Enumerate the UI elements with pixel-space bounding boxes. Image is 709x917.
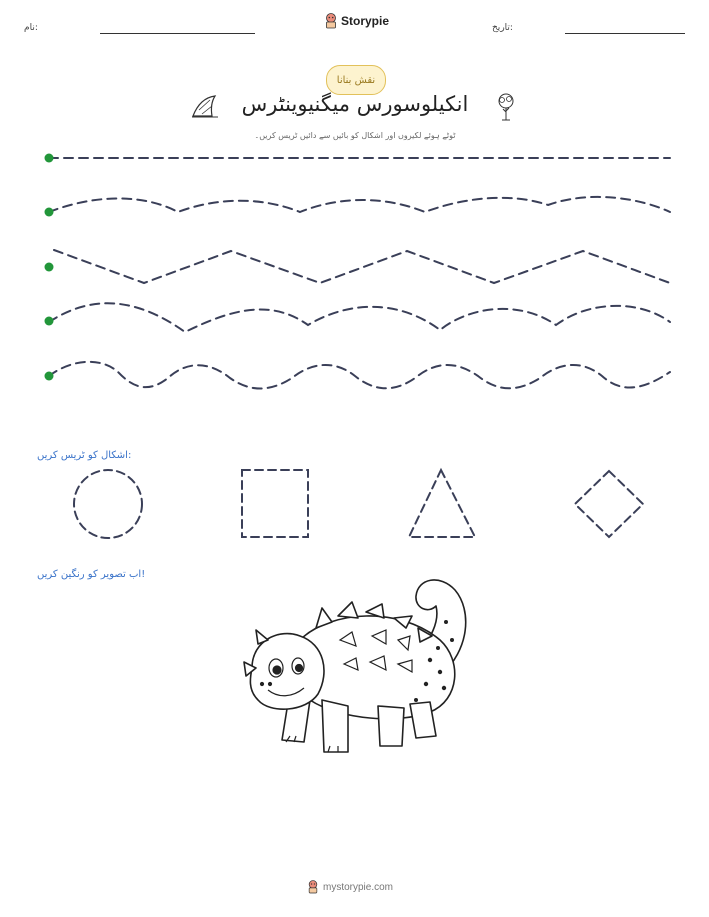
start-dot-5 [45, 372, 54, 381]
rock-icon [190, 92, 220, 120]
tracing-line-zigzag [54, 250, 670, 283]
dinosaur-illustration [235, 572, 475, 762]
page-title: انکیلوسورس میگنیوینٹرس [241, 92, 469, 116]
tracing-line-wave-2 [49, 303, 670, 332]
start-dot-1 [45, 154, 54, 163]
footer-url[interactable]: mystorypie.com [323, 881, 394, 893]
name-line [100, 33, 255, 34]
tree-icon [494, 92, 518, 122]
shape-triangle [409, 470, 475, 537]
tracing-lines [0, 140, 709, 390]
brand-logo [324, 13, 389, 29]
tracing-line-wave-3 [49, 362, 670, 389]
tracing-shapes [60, 462, 660, 552]
date-label: تاریخ: [492, 23, 513, 33]
instructions: ٹوٹے ہوئے لکیروں اور اشکال کو بائیں سے دائیں ٹریس کریں۔ [254, 131, 456, 140]
storypie-logo-icon [324, 13, 338, 29]
start-dot-2 [45, 208, 54, 217]
shape-square [242, 470, 308, 537]
start-dot-4 [45, 317, 54, 326]
brand-name: Storypie [341, 14, 390, 28]
coloring-heading: اب تصویر کو رنگین کریں! [37, 569, 146, 580]
date-line [565, 33, 685, 34]
footer [307, 880, 393, 894]
category-badge: نقش بنانا [326, 65, 386, 95]
start-dot-3 [45, 263, 54, 272]
shapes-heading: اشکال کو ٹریس کریں: [37, 450, 132, 461]
tracing-line-wave-1 [49, 197, 670, 212]
shape-circle [74, 470, 142, 538]
shape-diamond [575, 471, 643, 537]
storypie-logo-icon [307, 880, 319, 894]
name-label: نام: [24, 23, 38, 33]
